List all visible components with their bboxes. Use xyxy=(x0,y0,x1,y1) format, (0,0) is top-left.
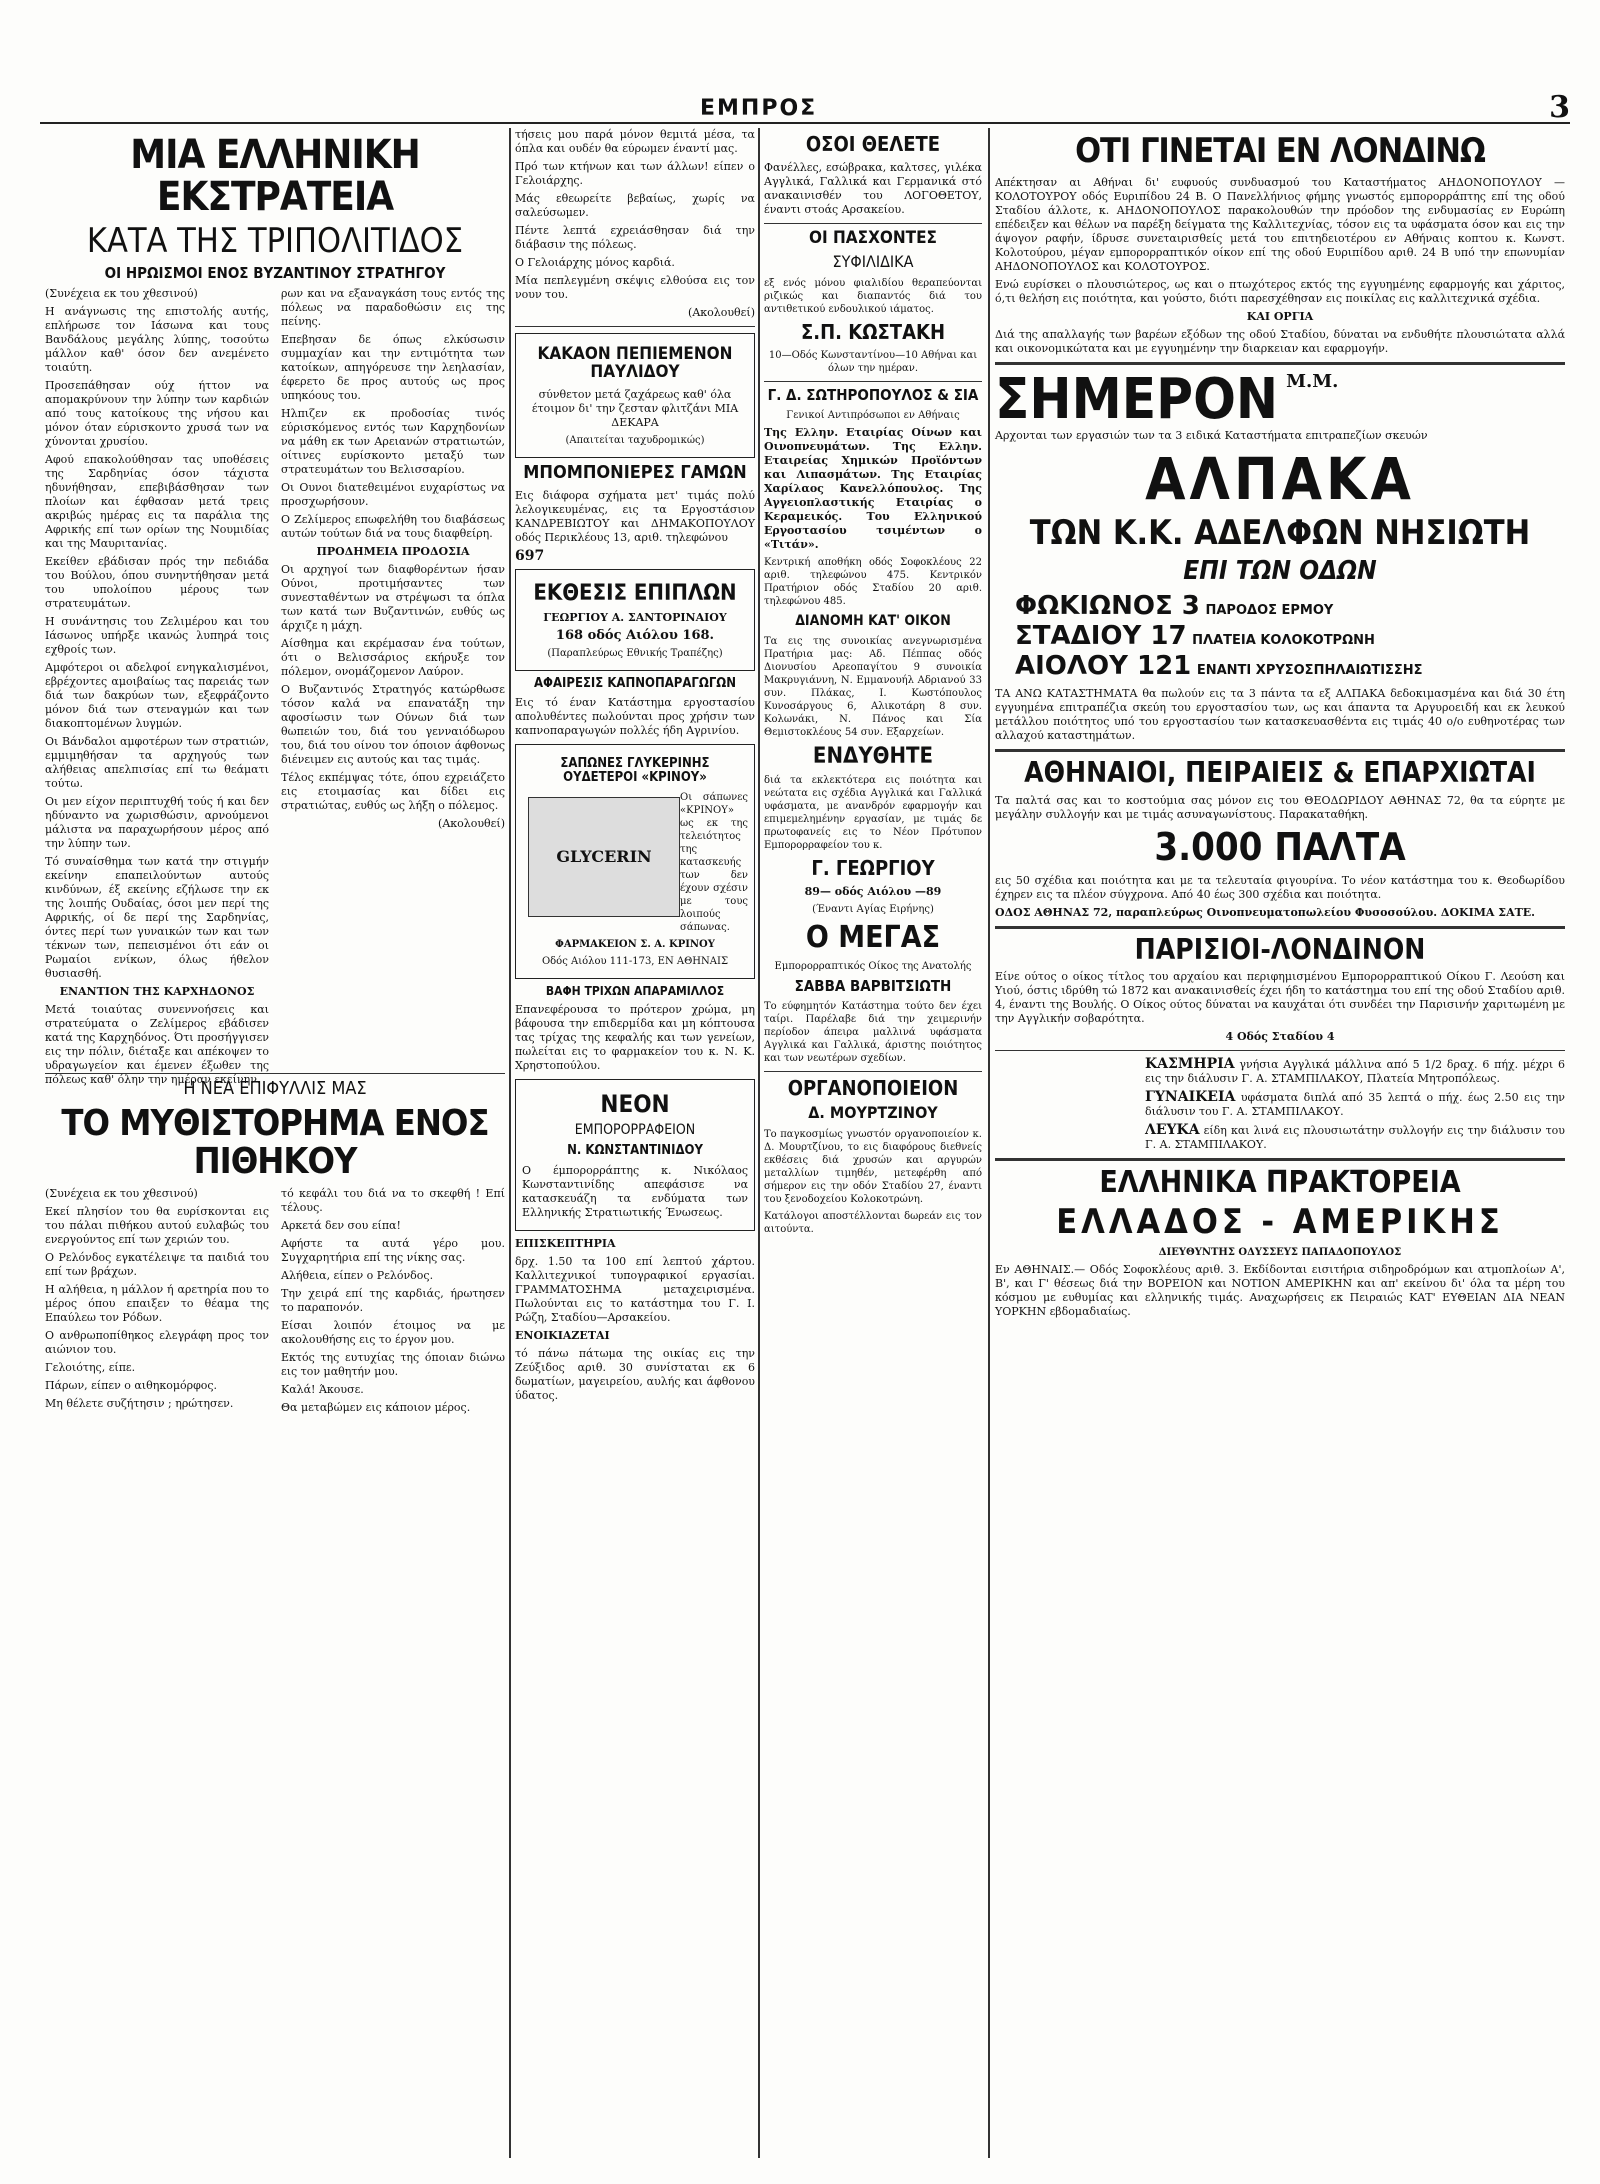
ad-note: (Απαιτείται ταχυδρομικώς) xyxy=(565,434,705,446)
article-paragraph: Αμφότεροι οι αδελφοί ενηγκαλισμένοι, εβρέχοντες αμοιβαίως τας παρειάς των διά των δακρύων των, εξεφράζοντο μόνον διά των στεναγμών και των διακοπτομένων λυγμών. xyxy=(45,661,269,731)
ad-address: 4 Οδός Σταδίου 4 xyxy=(1225,1030,1335,1044)
article-paragraph: τήσεις μου παρά μόνον θεμιτά μέσα, τα όπλα και ουδέν θα εύρωμεν έναντί μας. xyxy=(515,128,755,155)
article-paragraph: Μετά τοιαύτας συνεννοήσεις και στρατεύματα ο Ζελίμερος εβάδισεν κατά της Καρχηδόνος. Ότι προσήγγισεν εις την πόλιν, διέταξε και απέκοψεν το υδραγωγείον και έμενεν έξωθεν της πόλεως καθ' όλην την ημέραν εκείνην. xyxy=(45,1003,269,1087)
article-paragraph: Μη θέλετε συζήτησιν ; ηρώτησεν. xyxy=(45,1396,234,1410)
ad-title: ΕΚΘΕΣΙΣ ΕΠΙΠΛΩΝ xyxy=(533,580,737,606)
ad-body: Ενώ ευρίσκει ο πλουσιώτερος, ως και ο πτωχότερος εκτός της εγγυημένης εφαρμογής και χάριτος, ό,τι θελήση εις ποιότητα, και γούστο, διότι παρεσχέθησαν εις ποικίλας εις καλλιτεχνικά σχέδια. xyxy=(995,277,1565,305)
article-paragraph: Τό συναίσθημα των κατά την στιγμήν εκείνην επαπειλούντων αυτούς κινδύνων, έξ εκείνης εζήλωσε την εκ της λοιπής Ουδαίας, όσοι μεν περί της Αφρικής, οί δε περί της Σαρδηνίας, όντες περί των γυναικών των και των τέκνων των, πεπεισμένοι ότι εάν οι Ρωμαίοι ενίκων, όλως ήθελον θυσιασθή. xyxy=(45,855,269,981)
address-line: ΑΙΟΛΟΥ 121 xyxy=(1015,651,1192,682)
ad-body: Της Ελλην. Εταιρίας Οίνων και Οινοπνευμάτων. Της Ελλην. Εταιρείας Χημικών Προϊόντων και Λιπασμάτων. Της Εταιρίας Χαρίλαος Κανελλόπουλος. Της Αγγειοπλαστικής Εταιρίας ο Κεραμεικός. Του Ελληνικού Εργοστασίου τσιμέντων ο «Τιτάν». xyxy=(764,426,982,552)
article-paragraph: Μάς εθεωρείτε βεβαίως, χωρίς να σαλεύσωμεν. xyxy=(515,192,755,219)
section-subhead: ΠΡΟΔΗΜΕΙΑ ΠΡΟΔΟΣΙΑ xyxy=(316,545,470,559)
article-paragraph: Εκεί πλησίον του θα ευρίσκονται εις του πάλαι πιθήκου αυτού ευλαβώς του ενεργούντος επί των χεριών του. xyxy=(45,1204,269,1246)
ad-title: Γ. Δ. ΣΩΤΗΡΟΠΟΥΛΟΣ & ΣΙΑ xyxy=(767,385,979,404)
ad-keyword: ΓΥΝΑΙΚΕΙΑ xyxy=(1145,1089,1236,1106)
ad-body: Εις διάφορα σχήματα μετ' τιμάς πολύ λελογικευμένας, εις τα Εργοστάσιον ΚΑΝΔΡΕΒΙΩΤΟΥ και ΔΗΜΑΚΟΠΟΥΛΟΥ οδός Περικλέους 13, αριθ. τηλεφώνου xyxy=(515,488,755,544)
ad-keyword: ΛΕΥΚΑ xyxy=(1145,1122,1200,1139)
article-paragraph: Είσαι λοιπόν έτοιμος να με ακολουθήσης εις το έργον μου. xyxy=(281,1318,505,1346)
ad-subtitle: ΣΥΦΙΛΙΔΙΚΑ xyxy=(832,251,914,271)
ad-title: ΟΙ ΠΑΣΧΟΝΤΕΣ xyxy=(808,228,938,248)
ad-address: 168 οδός Αιόλου 168. xyxy=(555,627,715,643)
ad-title: ΝΕΟΝ xyxy=(600,1090,670,1119)
article-paragraph: Προσεπάθησαν ούχ ήττον να απομακρύνουν την λύπην των καρδιών από τους κατοίκους της νήσου και μόνον όταν εύρισκοντο χρυσά των να χύνονται χρυσίου. xyxy=(45,379,269,449)
masthead xyxy=(40,90,1570,125)
article-paragraph: Πάρων, είπεν ο αιθηκομόρφος. xyxy=(45,1378,218,1392)
ad-body: σύνθετον μετά ζαχάρεως καθ' όλα έτοιμον δι' την ζεσταν φλιτζάνι ΜΙΑ ΔΕΚΑΡΑ xyxy=(531,387,739,429)
ad-body: Το παγκοσμίως γνωστόν οργανοποιείον κ. Δ. Μουρτζίνου, το εις διαφόρους διεθνείς εκθέσεις διά χρυσών και αργυρών μεταλλίων τιμηθέν, μετεφέρθη από σήμερον εις την οδόν Σταδίου 27, έναντι του ξενοδοχείου Κολοκοτρώνη. xyxy=(764,1129,982,1206)
ad-body: υφάσματα διπλά από 35 λεπτά ο πήχ. έως 2.50 εις την διάλυσιν του Γ. Α. ΣΤΑΜΠΙΛΑΚΟΥ. xyxy=(1145,1091,1565,1119)
ad-subtitle: ΕΜΠΟΡΟΡΡΑΦΕΙΟΝ xyxy=(574,1122,696,1139)
feuilleton-heading: Η ΝΕΑ ΕΠΙΦΥΛΛΙΣ ΜΑΣ xyxy=(183,1078,367,1100)
ad-body: Εν ΑΘΗΝΑΙΣ.— Οδός Σοφοκλέους αριθ. 3. Εκδίδονται εισιτήρια σιδηροδρόμων και ατμοπλοίων Α', Β', και Γ' θέσεως διά την ΒΟΡΕΙΟΝ και ΝΟΤΙΟΝ ΑΜΕΡΙΚΗΝ και απ' εκείνου δι' όλα τα μέρη του κόσμου με ευθυμίας και ελληνικής τιμάς. Αναχωρήσεις εκ Πειραιώς ΚΑΤ' ΕΥΘΕΙΑΝ ΔΙΑ ΝΕΑΝ ΥΟΡΚΗΝ εβδομαδιαίως. xyxy=(995,1263,1565,1319)
article-paragraph: Θα μεταβώμεν εις κάποιον μέρος. xyxy=(281,1400,471,1414)
address-line: ΦΩΚΙΩΝΟΣ 3 xyxy=(1015,591,1200,622)
article-paragraph: Η ανάγνωσις της επιστολής αυτής, επλήρωσε τον Ιάσωνα και τους Βανδάλους μεγάλης λύπης, τοσούτω μάλλον καθ' όσον δεν ανεμένετο τοιαύτη. xyxy=(45,305,269,375)
ad-title: ΠΑΡΙΣΙΟΙ-ΛΟΝΔΙΝΟΝ xyxy=(1134,932,1426,966)
soap-label: GLYCERIN xyxy=(556,847,652,867)
article-paragraph: Ο ανθρωποπίθηκος ελεγράφη προς τον αιώνιον του. xyxy=(45,1328,269,1356)
ad-keyword: ΚΑΣΜΗΡΙΑ xyxy=(1145,1056,1235,1073)
ad-address: 10—Οδός Κωνσταντίνου—10 Αθήναι και όλων την ημέραν. xyxy=(768,349,978,374)
ad-kakao xyxy=(515,333,755,458)
ad-body: Διά της απαλλαγής των βαρέων εξόδων της οδού Σταδίου, δύναται να ενδυθήτε πλουσιώτατα αλλά και οικονομικώτατα και με εγγυημένην την διαρκειαν και εφαρμογήν. xyxy=(995,327,1565,355)
ad-streets: ΕΠΙ ΤΩΝ ΟΔΩΝ xyxy=(1183,556,1377,587)
column-3 xyxy=(764,128,982,2158)
column-divider xyxy=(988,128,990,2158)
article-paragraph: Αφού επακολούθησαν τας υποθέσεις της Σαρδηνίας όσον τάχιστα ηδυνήθησαν, επεβιβάσθησαν των πλοίων και έφθασαν μετά τρεις ακριβώς ημέρας εις τα παράλια της Αφρικής επί των ορίων της Νουμιδίας και της Μαυριτανίας. xyxy=(45,453,269,551)
ad-director: ΔΙΕΥΘΥΝΤΗΣ ΟΔΥΣΣΕΥΣ ΠΑΠΑΔΟΠΟΥΛΟΣ xyxy=(1158,1247,1402,1259)
ad-address: 89— οδός Αιόλου —89 xyxy=(804,885,942,899)
ad-body: Οι σάπωνες «ΚΡΙΝΟΥ» ως εκ της τελειότητος της κατασκευής των δεν έχουν σχέσιν με τους λοιπούς σάπωνας. xyxy=(680,791,748,933)
ad-body: διά τα εκλεκτότερα εις ποιότητα και νεώτατα εις σχέδια Αγγλικά και Γαλλικά υφάσματα, με ανανδρόν εφαρμογήν και επιμεμελημένην εργασίαν, με τιμάς δε πρωτοφανείς εις το Νέον Πρότυπον Εμπορορραφείον του κ. xyxy=(764,775,982,852)
ad-soap xyxy=(515,744,755,978)
article-paragraph: Εκτός της ευτυχίας της όποιαν διώνω εις τον μαθητήν μου. xyxy=(281,1350,505,1378)
ad-title: ΕΝΔΥΘΗΤΕ xyxy=(812,744,934,770)
ad-name: Ν. ΚΩΝΣΤΑΝΤΙΝΙΔΟΥ xyxy=(567,1143,703,1159)
article-paragraph: Πρό των κτήνων και των άλλων! είπεν ο Γελοιάρχης. xyxy=(515,160,755,187)
ad-note: (Έναντι Αγίας Ειρήνης) xyxy=(812,904,934,916)
article-paragraph: Τέλος εκπέμψας τότε, όπου εχρειάζετο εις ετοιμασίας και δίδει εις στρατιώτας, ευθύς ως λήξη ο πόλεμος. xyxy=(281,771,505,813)
ad-body: Απέκτησαν αι Αθήναι δι' ευφυούς συνδυασμού του Καταστήματος ΑΗΔΟΝΟΠΟΥΛΟΥ — ΚΟΛΟΤΟΥΡΟΥ οδός Ευριπίδου 24 Β. Ο Πανελλήνιος φήμης γνωστός εμπορορράπτης επί της οδού Σταδίου άλλοτε, κ. ΑΗΔΟΝΟΠΟΥΛΟΣ παρακολουθών την πρόοδον της ενδυμασίας εν Ευρώπη επέδειξεν και θέλων να παρέξη δείγματα της Καλλιτεχνίας, τόσον εις τα υφάσματα όσον και εις την άψογον ραφήν, ίδρυσε συνεταιρισθείς μετά του επιτηδειοτέρου εν Αθήναις κοπτου κ. Κωνστ. Κολοτούρου, μέγαν εμπορορραπτικόν οίκον επί της οδού Ευριπίδου αριθ. 24 Β υπό την επωνυμίαν ΑΗΔΟΝΟΠΟΥΛΟΣ και ΚΟΛΟΤΟΥΡΟΣ. xyxy=(995,175,1565,273)
page-number: 3 xyxy=(1549,90,1570,125)
ad-tag: Μ.Μ. xyxy=(1286,370,1339,392)
ad-title: ΟΣΟΙ ΘΕΛΕΤΕ xyxy=(805,132,941,156)
address-line: ΣΤΑΔΙΟΥ 17 xyxy=(1015,621,1187,652)
ad-body: δρχ. 1.50 τα 100 επί λεπτού χάρτου. Καλλιτεχνικοί τυπογραφικοί εργασίαι. ΓΡΑΜΜΑΤΟΣΗΜΑ μεταχειρισμένα. Πωλούνται εις το κατάστημα του Γ. Ι. Ρώζη, Σταδίου—Αρσακείου. xyxy=(515,1254,755,1324)
ad-body: ΤΑ ΑΝΩ ΚΑΤΑΣΤΗΜΑΤΑ θα πωλούν εις τα 3 πάντα τα εξ ΑΛΠΑΚΑ δεδοκιμασμένα και διά 30 έτη εγγυημένα επιτραπέζια σκεύη του εργοστασίου των, ως και άπαντα τα Αργυροειδή και εκ λευκού μετάλλου ποιότητος υπό του εργοστασίου των κατασκευασθέντα εις τιμάς 40 ο/ο ευθηνοτέρας των αλλαχού καταστημάτων. xyxy=(995,687,1565,743)
ad-title: ΚΑΚΑΟΝ ΠΕΠΙΕΜΕΝΟΝ ΠΑΥΛΙΔΟΥ xyxy=(537,344,733,382)
article-paragraph: Αφήστε τα αυτά γέρο μου. Συγχαρητήρια επί της νίκης σας. xyxy=(281,1236,505,1264)
ad-title: ΣΑΠΩΝΕΣ ΓΛΥΚΕΡΙΝΗΣ ΟΥΔΕΤΕΡΟΙ «ΚΡΙΝΟΥ» xyxy=(560,756,710,785)
ad-title: ΑΛΠΑΚΑ xyxy=(1145,445,1415,514)
ad-tag: ΚΑΙ ΟΡΓΙΑ xyxy=(1246,309,1314,323)
address-note: ΠΛΑΤΕΙΑ ΚΟΛΟΚΟΤΡΩΝΗ xyxy=(1192,633,1375,649)
article-paragraph: Ο Βυζαντινός Στρατηγός κατώρθωσε τόσον καλά να επανατάξη την αφοσίωσιν των Ούνων διά των θωπειών του, διά του γενναιόδωρου του, διά του οίνου τον όποιον άφθονως διένειμεν εις αυτούς και τας τιμάς. xyxy=(281,683,505,767)
ad-subtitle: ΤΩΝ Κ.Κ. ΑΔΕΛΦΩΝ ΝΗΣΙΩΤΗ xyxy=(1029,513,1531,554)
column-2 xyxy=(515,128,755,2158)
ad-body: Φανέλλες, εσώβρακα, καλτσες, γιλέκα Αγγλικά, Γαλλικά και Γερμανικά στό ανακαινισθέν του ΛΟΓΟΘΕΤΟΥ, έναντι στοάς Αρσακείου. xyxy=(764,161,982,216)
ad-highlight: 3.000 ΠΑΛΤΑ xyxy=(1154,824,1406,869)
article-paragraph: Οι Βάνδαλοι αμφοτέρων των στρατιών, εμμιμηθήσαν τα αρχηγούς των αλήθειας απελπισίας επί τω θεάματι τούτω. xyxy=(45,735,269,791)
address-note: ΠΑΡΟΔΟΣ ΕΡΜΟΥ xyxy=(1205,603,1334,619)
article-paragraph: (Συνέχεια εκ του χθεσινού) xyxy=(45,1186,198,1200)
feuilleton-title: ΤΟ ΜΥΘΙΣΤΟΡΗΜΑ ΕΝΟΣ ΠΙΘΗΚΟΥ xyxy=(61,1103,489,1183)
ad-address: Οδός Αιόλου 111-173, ΕΝ ΑΘΗΝΑΙΣ xyxy=(541,955,729,967)
ad-subtitle: Εμπορορραπτικός Οίκος της Ανατολής xyxy=(774,960,972,972)
article-subtitle: ΚΑΤΑ ΤΗΣ ΤΡΙΠΟΛΙΤΙΔΟΣ xyxy=(86,221,464,261)
continued-note: (Ακολουθεί) xyxy=(438,817,505,831)
address-list xyxy=(995,591,1565,681)
article-paragraph: τό κεφάλι του διά να το σκεφθή ! Επί τέλους. xyxy=(281,1186,505,1214)
ad-title: ΟΡΓΑΝΟΠΟΙΕΙΟΝ xyxy=(787,1076,959,1101)
article-paragraph: Η αλήθεια, η μάλλον ή αρετηρία που το μέρος όπου επαιξεν το θέαμα της Επαύλεω τον Ρόδων. xyxy=(45,1282,269,1324)
ad-shop: ΦΑΡΜΑΚΕΙΟΝ Σ. Α. ΚΡΙΝΟΥ xyxy=(555,938,715,950)
ad-title: ΣΗΜΕΡΟΝ xyxy=(995,366,1279,432)
ad-subtitle: Γενικοί Αντιπρόσωποι εν Αθήναις xyxy=(786,410,960,422)
ad-title: ΑΦΑΙΡΕΣΙΣ ΚΑΠΝΟΠΑΡΑΓΩΓΩΝ xyxy=(533,675,737,691)
masthead-title: ΕΜΠΡΟΣ xyxy=(700,96,818,121)
article-paragraph: Η συνάντησις του Ζελιμέρου και του Ιάσωνος υπήρξε ικανώς λυπηρά τοις εχθροίς των. xyxy=(45,615,269,657)
ad-body: είδη και λινά εις πλουσιωτάτην συλλογήν εις την διάλυσιν του Γ. Α. ΣΤΑΜΠΙΛΑΚΟΥ. xyxy=(1145,1124,1565,1152)
ad-body: εξ ενός μόνου φιαλιδίου θεραπεύονται ριζικώς και διαπαντός διά του αντιθετικού ενδουλικού ιάματος. xyxy=(764,277,982,315)
column-divider xyxy=(509,128,511,2158)
article-paragraph: Οι μεν είχον περιπτυχθή τούς ή και δεν ηδύναντο να χωρισθώσιν, αρνούμενοι μάλιστα να παραχωρήσουν μέρος από την λύπην των. xyxy=(45,795,269,851)
ad-body: εις 50 σχέδια και ποιότητα και με τα τελευταία φιγουρίνα. Το νέον κατάστημα του κ. Θεοδωρίδου έχηρεν εις τα πλέον σύγχρονα. Από 40 έως 300 σχέδια και ποιότητα. xyxy=(995,873,1565,901)
ad-title: ΒΑΦΗ ΤΡΙΧΩΝ ΑΠΑΡΑΜΙΛΛΟΣ xyxy=(545,983,725,998)
ad-body: Εις τό έναν Κατάστημα εργοστασίου απολυθέντες πωλούνται προς χρήσιν των καπνοπαραγωγών πολλές ήδη Αγρινίου. xyxy=(515,696,755,738)
ad-note: Κατάλογοι αποστέλλονται δωρεάν εις τον αιτούντα. xyxy=(764,1211,982,1236)
ad-title: ΕΠΙΣΚΕΠΤΗΡΙΑ xyxy=(515,1236,616,1250)
article-lead: (Συνέχεια εκ του χθεσινού) xyxy=(45,287,198,301)
article-paragraph: Γελοιότης, είπε. xyxy=(45,1360,136,1374)
ad-body: Επανεφέρουσα το πρότερον χρώμα, μη βάφουσα την επιδερμίδα και μη κόπτουσα τας τρίχας της κεφαλής και των γενείων, πωλείται εις το φαρμακείον του κ. Ν. Κ. Χρηστοπούλου. xyxy=(515,1003,755,1073)
ad-title: ΑΘΗΝΑΙΟΙ, ΠΕΙΡΑΙΕΙΣ & ΕΠΑΡΧΙΩΤΑΙ xyxy=(1024,756,1536,790)
article-paragraph: Πέντε λεπτά εχρειάσθησαν διά την διάβασιν της πόλεως. xyxy=(515,224,755,251)
article-paragraph: Επεβησαν δε όπως ελκύσωσιν συμμαχίαν και την εντιμότητα των κατοίκων, απηγόρευσε την λεηλασίαν, έφερετο δε προς αυτούς ως προς υπηκόους του. xyxy=(281,333,505,403)
ad-address: Κεντρική αποθήκη οδός Σοφοκλέους 22 αριθ. τηλεφώνου 475. Κεντρικόν Πρατήριον οδός Σταδίου 20 αριθ. τηλεφώνου 485. xyxy=(764,557,982,608)
address-note: ΕΝΑΝΤΙ ΧΡΥΣΟΣΠΗΛΑΙΩΤΙΣΣΗΣ xyxy=(1196,663,1423,679)
column-divider xyxy=(758,128,760,2158)
ad-body: Το εύφημητόν Κατάστημα τούτο δεν έχει ταίρι. Παρέλαβε διά την χειμερινήν περίοδον άπειρα μαλλινά υφάσματα Αγγλικά και Γαλλικά, άριστης ποιότητος και των νεωτέρων σχεδίων. xyxy=(764,1001,982,1065)
ad-title: Ο ΜΕΓΑΣ xyxy=(805,920,941,956)
ad-title: ΕΝΟΙΚΙΑΖΕΤΑΙ xyxy=(515,1328,610,1342)
ad-address: ΟΔΟΣ ΑΘΗΝΑΣ 72, παραπλεύρως Οινοπνευματοπωλείου Φυσοσούλου. ΔΟΚΙΜΑ ΣΑΤΕ. xyxy=(995,905,1536,919)
article-paragraph: Ηλπιζεν εκ προδοσίας τινός εύρισκόμενος εντός των Καρχηδονίων να μάθη εκ των Αρειανών στρατιωτών, οίτινες ευρίσκοντο μεταξύ των στρατευμάτων του Βελισσαρίου. xyxy=(281,407,505,477)
column-1 xyxy=(45,128,505,2158)
ad-name: Γ. ΓΕΩΡΓΙΟΥ xyxy=(811,856,935,881)
ad-name: Δ. ΜΟΥΡΤΖΙΝΟΥ xyxy=(808,1103,938,1123)
article-kicker: ΟΙ ΗΡΩΙΣΜΟΙ ΕΝΟΣ ΒΥΖΑΝΤΙΝΟΥ ΣΤΡΑΤΗΓΟΥ xyxy=(104,263,446,282)
ad-title: ΔΙΑΝΟΜΗ ΚΑΤ' ΟΙΚΟΝ xyxy=(795,613,951,630)
article-paragraph: Εκείθεν εβάδισαν πρός την πεδιάδα του Βούλου, όπου συνηντήθησαν μετά του υπολοίπου μέρους των στρατευμάτων. xyxy=(45,555,269,611)
article-paragraph: Αρκετά δεν σου είπα! xyxy=(281,1218,401,1232)
ad-body: Τα εις της συνοικίας ανεγνωρισμένα Πρατήρια μας: Αδ. Πέππας οδός Διονυσίου Αρεοπαγίτου 9 συνοικία Μακρυγιάννη, Ν. Εμμανουήλ Αδριανού 33 συν. Πλάκας, Ι. Κωστόπουλος Κυνοσάργους 6, Αλικοτάρη 8 συν. Κολωνάκι, Ν. Πάνος και Σία Θεμιστοκλέους 54 συν. Εξαρχείων. xyxy=(764,636,982,739)
ad-body: Αρχονται των εργασιών των τα 3 ειδικά Καταστήματα επιτραπεζίων σκευών xyxy=(995,429,1428,443)
article-paragraph: ρων και να εξαναγκάση τους εντός της πόλεως να παραδοθώσιν εις της πείνης. xyxy=(281,287,505,329)
ad-title: ΕΛΛΗΝΙΚΑ ΠΡΑΚΤΟΡΕΙΑ xyxy=(1099,1165,1461,1201)
article-paragraph: Μία πεπλεγμένη σκέψις ελθούσα εις τον νουν του. xyxy=(515,274,755,301)
article-paragraph: Ο Γελοιάρχης μόνος καρδιά. xyxy=(515,256,675,269)
ad-body: γνήσια Αγγλικά μάλλινα από 5 1/2 δραχ. 6 πήχ. μέχρι 6 εις την διάλυσιν Γ. Α. ΣΤΑΜΠΙΛΑΚΟΥ, Πλατεία Μητροπόλεως. xyxy=(1145,1058,1565,1086)
ad-name: Σ.Π. ΚΩΣΤΑΚΗ xyxy=(800,319,946,344)
ad-body: Ο έμπορορράπτης κ. Νικόλαος Κωνσταντινίδης απεφάσισε να κατασκευάζη τα ενδύματα των Ελληνικής Στρατιωτικής Ένωσεως. xyxy=(522,1163,748,1219)
ad-note: (Παραπλεύρως Εθνικής Τραπέζης) xyxy=(547,647,723,659)
article-paragraph: Οι αρχηγοί των διαφθορέντων ήσαν Ούνοι, προτιμήσαντες των συνεσταθέντων να στρέψωσι τα όπλα των κατά των Βυζαντινών, ευθύς ως άρχιζε η μάχη. xyxy=(281,563,505,633)
article-paragraph: Οι Ουνοι διατεθειμένοι ευχαρίστως να προσχωρήσουν. xyxy=(281,481,505,509)
ad-name: ΣΑΒΒΑ ΒΑΡΒΙΤΣΙΩΤΗ xyxy=(794,976,952,995)
section-subhead: ΕΝΑΝΤΙΟΝ ΤΗΣ ΚΑΡΧΗΔΟΝΟΣ xyxy=(59,985,255,999)
ad-expo xyxy=(515,569,755,671)
article-paragraph: Αλήθεια, είπεν ο Ρελόνδος. xyxy=(281,1268,434,1282)
ad-title: ΟΤΙ ΓΙΝΕΤΑΙ ΕΝ ΛΟΝΔΙΝΩ xyxy=(1075,131,1485,171)
article-paragraph: Την χειρά επί της καρδιάς, ήρωτησεν το παραπονόν. xyxy=(281,1286,505,1314)
ad-subtitle: ΕΛΛΑΔΟΣ - ΑΜΕΡΙΚΗΣ xyxy=(1056,1201,1504,1242)
soap-image xyxy=(528,797,680,917)
column-4 xyxy=(995,128,1565,2158)
continued-note: (Ακολουθεί) xyxy=(688,306,755,319)
article-paragraph: Ο Ζελίμερος επωφελήθη του διαβάσεως αυτών τούτων διά να τους διαφθείρη. xyxy=(281,513,505,541)
article-paragraph: Καλά! Άκουσε. xyxy=(281,1382,364,1396)
ad-subtitle: ΓΕΩΡΓΙΟΥ Α. ΣΑΝΤΟΡΙΝΑΙΟΥ xyxy=(543,610,727,624)
article-title: ΜΙΑ ΕΛΛΗΝΙΚΗ ΕΚΣΤΡΑΤΕΙΑ xyxy=(130,132,420,220)
ad-body: Είνε ούτος ο οίκος τίτλος του αρχαίου και περιφημισμένου Εμπορορραπτικού Οίκου Γ. Λεούση και Υιού, όστις ιδρύθη τώ 1872 και ανακαινισθείς έχει ήδη το κατάστημα του επί της οδού Σταδίου αριθ. 4, έναντι της Βουλής. Ο Οίκος ούτος δύναται να καυχάται ότι συνδέει την Παρισινήν χαριτωμένη με την Αγγλικήν σοβαρότητα. xyxy=(995,970,1565,1026)
ad-title: ΜΠΟΜΠΟΝΙΕΡΕΣ ΓΑΜΩΝ xyxy=(523,461,747,483)
ad-body: Τα παλτά σας και το κοστούμια σας μόνον εις του ΘΕΟΔΩΡΙΔΟΥ ΑΘΗΝΑΣ 72, θα τα εύρητε με μεγάλην συλλογήν και με τιμάς ασυναγωνίστους. Παρακαταθήκη. xyxy=(995,793,1565,821)
ad-body: τό πάνω πάτωμα της οικίας εις την Ζεύξιδος αριθ. 30 συνίσταται εκ 6 δωματίων, μαγειρείου, αυλής και άφθονου ύδατος. xyxy=(515,1346,755,1402)
article-paragraph: Ο Ρελόνδος εγκατέλειψε τα παιδιά του επί των βράχων. xyxy=(45,1250,269,1278)
ad-neon xyxy=(515,1079,755,1231)
article-paragraph: Αίσθημα και εκρέμασαν ένα τούτων, ότι ο Βελισσάριος εκήρυξε τον πόλεμον, ονομάζομενον Λαύρον. xyxy=(281,637,505,679)
ad-phone: 697 xyxy=(515,547,545,564)
